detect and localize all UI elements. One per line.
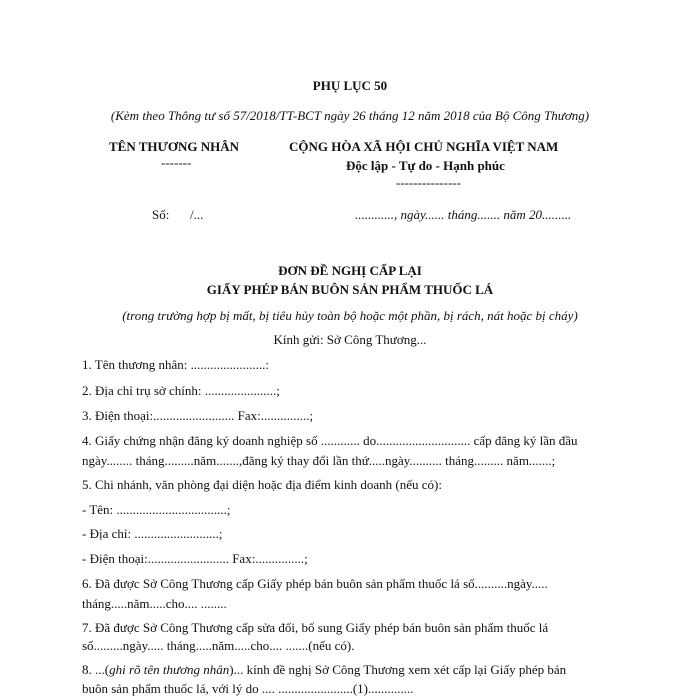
- republic-header: CỘNG HÒA XÃ HỘI CHỦ NGHĨA VIỆT NAM: [289, 139, 559, 154]
- item-6-line1: 6. Đã được Sở Công Thương cấp Giấy phép bán buôn sản phẩm thuốc lá số..........ngày.....: [82, 576, 548, 591]
- appendix-title: PHỤ LỤC 50: [312, 78, 388, 93]
- item-7-line2: số.........ngày..... tháng.....năm.....cho.... .......(nếu có).: [82, 638, 355, 653]
- motto: Độc lập - Tự do - Hạnh phúc: [346, 158, 505, 173]
- item-8-prefix: 8. ...(: [82, 662, 110, 677]
- item-8-line2: buôn sản phẩm thuốc lá, với lý do .... .......................(1)..............: [82, 681, 414, 696]
- item-8-italic: ghi rõ tên thương nhân: [109, 662, 230, 677]
- item-8-line1: [82, 662, 566, 678]
- item-4-line1: 4. Giấy chứng nhận đăng ký doanh nghiệp số ............ do............................. cấp đăng ký lần đầu: [82, 433, 578, 448]
- form-note: (trong trường hợp bị mất, bị tiêu hủy toàn bộ hoặc một phần, bị rách, nát hoặc bị cháy): [122, 308, 578, 323]
- item-5-name: - Tên: ..................................;: [82, 502, 231, 517]
- merchant-dashes: -------: [161, 155, 192, 170]
- item-7-line1: 7. Đã được Sở Công Thương cấp sửa đổi, bổ sung Giấy phép bán buôn sản phẩm thuốc lá: [82, 620, 549, 635]
- item-4-line2: ngày........ tháng.........năm.......,đăng ký thay đổi lần thứ.....ngày.......... tháng......... năm.......;: [82, 453, 556, 468]
- form-title-line2: GIẤY PHÉP BÁN BUÔN SẢN PHẨM THUỐC LÁ: [206, 282, 494, 297]
- motto-dashes: ---------------: [396, 175, 461, 190]
- item-6-line2: tháng.....năm.....cho.... ........: [82, 596, 227, 611]
- number-label: Số:: [152, 207, 170, 222]
- item-3: 3. Điện thoại:......................... Fax:...............;: [82, 408, 314, 423]
- form-title-line1: ĐƠN ĐỀ NGHỊ CẤP LẠI: [278, 263, 422, 278]
- item-8-suffix: )... kính đề nghị Sở Công Thương xem xét cấp lại Giấy phép bán: [229, 662, 567, 677]
- recipient-line: Kính gửi: Sở Công Thương...: [273, 332, 427, 347]
- item-5-address: - Địa chỉ: ..........................;: [82, 526, 223, 541]
- date-line: ............, ngày...... tháng....... năm 20.........: [355, 207, 572, 222]
- item-2: 2. Địa chỉ trụ sở chính: ......................;: [82, 383, 280, 398]
- item-5-phone: - Điện thoại:......................... Fax:...............;: [82, 551, 308, 566]
- item-5: 5. Chi nhánh, văn phòng đại diện hoặc địa điểm kinh doanh (nếu có):: [82, 477, 442, 492]
- merchant-name-header: TÊN THƯƠNG NHÂN: [109, 139, 240, 154]
- appendix-subtitle: (Kèm theo Thông tư số 57/2018/TT-BCT ngày 26 tháng 12 năm 2018 của Bộ Công Thương): [110, 108, 590, 123]
- item-1: 1. Tên thương nhân: .......................:: [82, 357, 270, 372]
- number-value: /...: [190, 207, 204, 222]
